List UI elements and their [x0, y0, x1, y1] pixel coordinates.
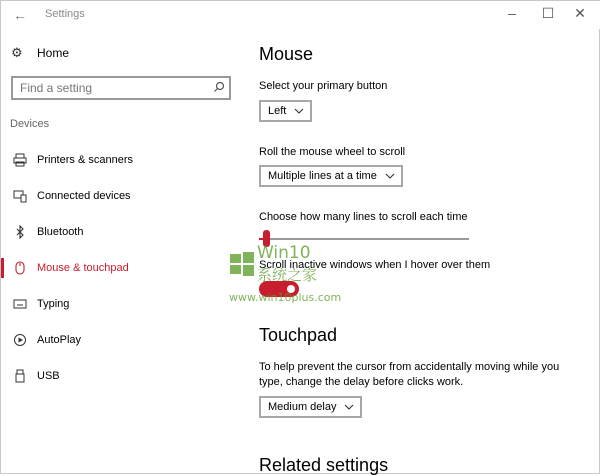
gear-icon: ⚙	[11, 45, 23, 60]
back-arrow-icon[interactable]: ←	[13, 7, 27, 23]
active-indicator	[1, 258, 4, 278]
chevron-down-icon	[344, 404, 354, 410]
sidebar-item-autoplay[interactable]	[1, 328, 241, 352]
sidebar-item-label: Bluetooth	[37, 226, 84, 238]
touchpad-description: To help prevent the cursor from accidentally moving while you type, change the delay before clicks work.	[259, 361, 560, 388]
chevron-down-icon	[294, 108, 304, 114]
touchpad-heading: Touchpad	[259, 325, 338, 345]
sidebar-item-label: Mouse & touchpad	[37, 262, 129, 274]
dropdown-value: Medium delay	[268, 401, 337, 413]
chevron-down-icon	[385, 173, 395, 179]
sidebar-item-label: USB	[37, 370, 60, 382]
connected-devices-icon	[13, 188, 27, 204]
watermark-line3: www.win10plus.com	[229, 291, 342, 304]
sidebar	[1, 29, 241, 475]
wheel-scroll-dropdown[interactable]	[259, 165, 403, 187]
usb-icon	[13, 368, 27, 384]
sidebar-item-bluetooth[interactable]	[1, 220, 241, 244]
wheel-scroll-label: Roll the mouse wheel to scroll	[259, 146, 406, 158]
related-settings-heading: Related settings	[259, 455, 389, 475]
windows-logo-icon	[229, 251, 255, 277]
maximize-button[interactable]: ☐	[541, 5, 555, 21]
autoplay-icon	[13, 332, 27, 348]
primary-button-label: Select your primary button	[259, 80, 388, 92]
minimize-button[interactable]: –	[508, 5, 516, 21]
lines-to-scroll-label: Choose how many lines to scroll each time	[259, 211, 468, 223]
search-box[interactable]	[11, 76, 231, 100]
window-title: Settings	[45, 8, 85, 20]
sidebar-item-printers[interactable]	[1, 148, 241, 172]
sidebar-item-typing[interactable]	[1, 292, 241, 316]
watermark-line2: 系统之家	[257, 266, 318, 284]
sidebar-item-label: AutoPlay	[37, 334, 82, 346]
title-bar	[1, 1, 600, 29]
page-title: Mouse	[259, 44, 314, 64]
primary-button-dropdown[interactable]	[259, 100, 312, 122]
search-input[interactable]: Find a setting	[20, 81, 93, 95]
close-button[interactable]: ✕	[574, 5, 586, 21]
sidebar-item-usb[interactable]	[1, 364, 241, 388]
watermark-line1: Win10	[257, 243, 311, 263]
touchpad-delay-dropdown[interactable]	[259, 396, 362, 418]
watermark	[223, 239, 343, 309]
bluetooth-icon	[13, 224, 27, 240]
sidebar-item-mouse-touchpad[interactable]	[1, 256, 241, 280]
dropdown-value: Left	[268, 105, 287, 117]
home-label: Home	[37, 46, 70, 60]
dropdown-value: Multiple lines at a time	[268, 170, 377, 182]
search-icon[interactable]	[213, 81, 225, 93]
printer-icon	[13, 152, 27, 168]
inactive-scroll-label: Scroll inactive windows when I hover over them	[259, 259, 491, 271]
sidebar-item-label: Printers & scanners	[37, 154, 133, 166]
sidebar-item-connected-devices[interactable]	[1, 184, 241, 208]
mouse-icon	[13, 260, 27, 276]
section-label-devices: Devices	[10, 118, 50, 130]
sidebar-item-label: Typing	[37, 298, 70, 310]
sidebar-item-label: Connected devices	[37, 190, 131, 202]
home-link[interactable]	[11, 43, 69, 63]
keyboard-icon	[13, 296, 27, 312]
